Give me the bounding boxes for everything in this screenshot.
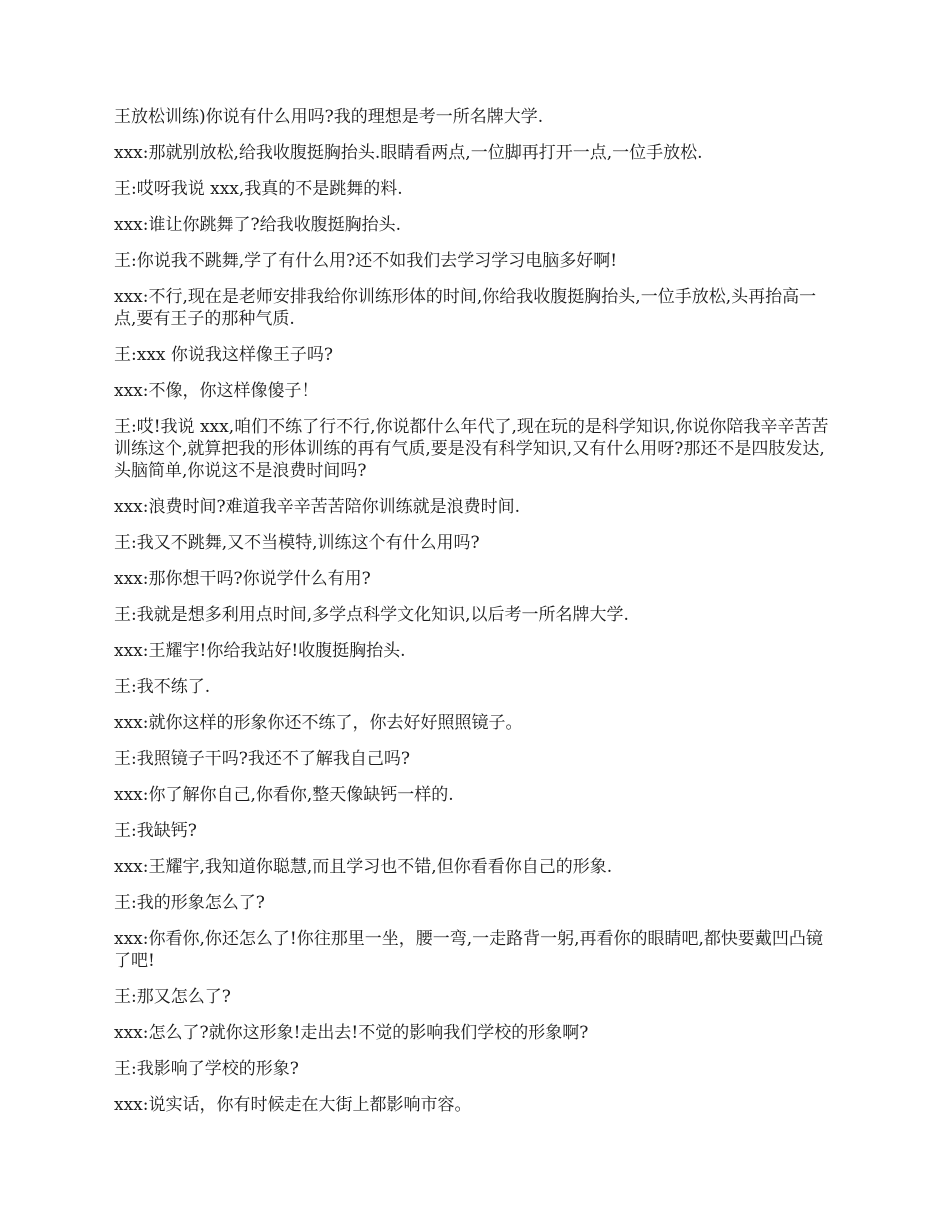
paragraph: xxx:谁让你跳舞了?给我收腹挺胸抬头. <box>114 215 402 235</box>
paragraph: 王:我不练了. <box>114 677 211 697</box>
paragraph: 王:我就是想多利用点时间,多学点科学文化知识,以后考一所名牌大学. <box>114 605 629 625</box>
paragraph: 王:哎呀我说 xxx,我真的不是跳舞的料. <box>114 179 403 199</box>
paragraph: xxx:你看你,你还怎么了!你往那里一坐，腰一弯,一走路背一躬,再看你的眼睛吧,都快要戴凹凸镜了吧! <box>114 929 823 971</box>
paragraph: 王:xxx 你说我这样像王子吗? <box>114 345 334 365</box>
paragraph: 王:我又不跳舞,又不当模特,训练这个有什么用吗? <box>114 533 480 553</box>
paragraph: 王:那又怎么了? <box>114 987 231 1007</box>
paragraph: xxx:说实话，你有时候走在大街上都影响市容。 <box>114 1095 472 1115</box>
paragraph: xxx:不行,现在是老师安排我给你训练形体的时间,你给我收腹挺胸抬头,一位手放松,头再抬高一点,要有王子的那种气质. <box>114 287 817 329</box>
paragraph: xxx:不像，你这样像傻子！ <box>114 381 319 401</box>
paragraph: xxx:王耀宇,我知道你聪慧,而且学习也不错,但你看看你自己的形象. <box>114 857 613 877</box>
paragraph: xxx:你了解你自己,你看你,整天像缺钙一样的. <box>114 785 454 805</box>
paragraph: 王:你说我不跳舞,学了有什么用?还不如我们去学习学习电脑多好啊! <box>114 251 618 271</box>
paragraph: xxx:就你这样的形象你还不练了，你去好好照照镜子。 <box>114 713 523 733</box>
paragraph: 王:我缺钙? <box>114 821 197 841</box>
paragraph: xxx:王耀宇!你给我站好!收腹挺胸抬头. <box>114 641 406 661</box>
paragraph: 王:哎!我说 xxx,咱们不练了行不行,你说都什么年代了,现在玩的是科学知识,你说你陪我辛辛苦苦训练这个,就算把我的形体训练的再有气质,要是没有科学知识,又有什么用呀?那还不是四肢发达,头脑简单,你说这不是浪费时间吗? <box>114 417 829 481</box>
paragraph: 王:我影响了学校的形象? <box>114 1059 299 1079</box>
paragraph: 王放松训练)你说有什么用吗?我的理想是考一所名牌大学. <box>114 107 544 127</box>
paragraph: 王:我的形象怎么了? <box>114 893 265 913</box>
paragraph: xxx:那就别放松,给我收腹挺胸抬头.眼睛看两点,一位脚再打开一点,一位手放松. <box>114 143 703 163</box>
paragraph: 王:我照镜子干吗?我还不了解我自己吗? <box>114 749 410 769</box>
dialogue-text <box>114 106 836 1130</box>
paragraph: xxx:浪费时间?难道我辛辛苦苦陪你训练就是浪费时间. <box>114 497 521 517</box>
paragraph: xxx:怎么了?就你这形象!走出去!不觉的影响我们学校的形象啊? <box>114 1023 589 1043</box>
paragraph: xxx:那你想干吗?你说学什么有用? <box>114 569 371 589</box>
